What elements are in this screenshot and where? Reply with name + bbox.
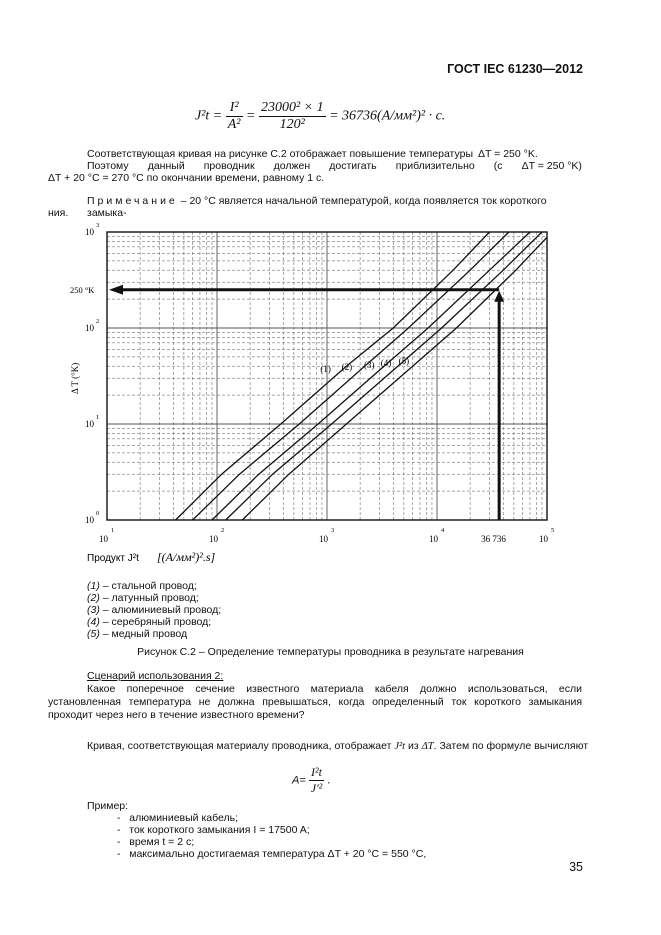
x-tick-exp: 4 — [441, 527, 445, 534]
formula-lhs: J²t = — [195, 108, 223, 124]
chart-labels — [70, 222, 554, 564]
curve-3 — [212, 232, 530, 520]
y-tick-label: 10 — [85, 227, 94, 237]
scenario-question: Какое поперечное сечение известного материала кабеля должно использоваться, если установленная температура не должна превышаться, когда определенный ток короткого замыкания проходит через него в течение известного времени? — [48, 683, 582, 721]
marker-x-label: 36 736 — [481, 534, 506, 544]
marker-up-arrow — [494, 291, 504, 302]
curve-label-4: (4) — [380, 358, 392, 369]
formula-fraction-1 — [226, 100, 243, 133]
y-tick-exp: 2 — [96, 318, 100, 325]
x-tick-exp: 2 — [221, 527, 225, 534]
curve-label-1: (1) — [320, 364, 331, 375]
y-tick-label: 10 — [85, 419, 94, 429]
example-item: - максимально достигаемая температура ΔT + 20 °C = 550 °C, — [117, 848, 427, 860]
para1-line1-text: Соответствующая кривая на рисунке С.2 отображает повышение температуры — [87, 148, 473, 160]
formula-j2t — [195, 100, 445, 133]
para1-word: достигать — [329, 160, 377, 172]
y-tick-exp: 3 — [96, 222, 100, 229]
note-text: – 20 °C является начальной температурой, когда появляется ток короткого замыка- — [87, 195, 547, 219]
curve-label-5: (5) — [398, 356, 410, 367]
x-axis-label-unit: [(A/мм²)².s] — [157, 550, 216, 564]
curve-5 — [242, 237, 547, 520]
marker-y-label: 250 °K — [70, 284, 95, 295]
fraction-2-denominator: 120² — [279, 117, 305, 132]
example-title: Пример: — [87, 800, 129, 812]
formula-area-fraction — [309, 765, 325, 796]
page-number: 35 — [569, 860, 583, 874]
x-tick-label: 10 — [539, 534, 548, 544]
note — [87, 195, 582, 219]
para1-word: ΔT = 250 °K) — [521, 160, 582, 172]
temperature-chart — [60, 220, 580, 575]
x-tick-exp: 5 — [551, 527, 555, 534]
x-tick-label: 10 — [99, 534, 108, 544]
fraction-2-numerator: 23000² × 1 — [260, 100, 324, 115]
curve-text: Кривая, соответствующая материалу проводника, отображает J²t из ΔT. Затем по формуле вычисляют — [87, 740, 589, 752]
para1-word: должен — [273, 160, 311, 172]
curve-1 — [176, 232, 490, 520]
formula-rhs: = 36736(A/мм²)² · c. — [329, 108, 446, 124]
para1-word: проводник — [203, 160, 255, 172]
note-label: Примечание — [87, 195, 178, 207]
formula-area — [292, 765, 330, 796]
legend-item-steel: (1) – стальной провод; — [87, 580, 197, 592]
example-item: - алюминиевый кабель; — [117, 812, 239, 824]
curve-4 — [226, 232, 542, 520]
formula-area-numerator: I²t — [309, 765, 325, 781]
para1-word: Поэтому — [87, 160, 129, 172]
fraction-1-numerator: I² — [226, 100, 243, 117]
para1-word: данный — [147, 160, 185, 172]
figure-caption: Рисунок С.2 – Определение температуры проводника в результате нагревания — [137, 646, 524, 658]
legend-item-aluminium: (3) – алюминиевый провод; — [87, 604, 222, 616]
x-tick-exp: 3 — [331, 527, 335, 534]
x-tick-label: 10 — [429, 534, 438, 544]
y-tick-label: 10 — [85, 515, 94, 525]
curve-label-2: (2) — [341, 362, 353, 373]
chart-grid — [107, 232, 547, 520]
para1-word: приблизительно — [395, 160, 475, 172]
x-tick-exp: 1 — [111, 527, 115, 534]
legend-item-copper: (5) – медный провод — [87, 628, 188, 640]
formula-fraction-2 — [259, 100, 326, 133]
y-tick-label: 10 — [85, 323, 94, 333]
note-cont: ния. — [48, 207, 69, 219]
y-axis-label: Δ T (°K) — [70, 362, 80, 394]
x-axis-label-prefix: Продукт J²t — [87, 553, 139, 564]
y-tick-exp: 1 — [96, 414, 100, 421]
fraction-1-denominator: A² — [227, 117, 241, 132]
y-tick-exp: 0 — [96, 510, 100, 517]
legend-item-silver: (4) – серебряный провод; — [87, 616, 212, 628]
curve-2 — [193, 232, 509, 520]
legend-item-brass: (2) – латунный провод; — [87, 592, 199, 604]
marker-left-arrow — [109, 285, 123, 295]
para1-line3: ΔT + 20 °C = 270 °C по окончании времени, равному 1 с. — [48, 172, 325, 184]
formula-area-lhs: A= — [292, 774, 306, 787]
curve-label-3: (3) — [364, 360, 375, 371]
example-item: - время t = 2 c; — [117, 836, 195, 848]
scenario-title: Сценарий использования 2: — [87, 670, 224, 682]
formula-area-denominator: J'² — [310, 781, 323, 795]
document-id: ГОСТ IEC 61230—2012 — [447, 62, 583, 76]
x-tick-label: 10 — [319, 534, 328, 544]
para1-word: (с — [493, 160, 503, 172]
chart-curves — [176, 232, 547, 520]
legend — [87, 580, 221, 640]
para1-line1-delta: ΔT = 250 °K. — [478, 148, 538, 160]
formula-area-end: . — [327, 772, 331, 787]
example-item: - ток короткого замыкания I = 17500 A; — [117, 824, 310, 836]
x-tick-label: 10 — [209, 534, 218, 544]
formula-equals: = — [246, 108, 256, 124]
